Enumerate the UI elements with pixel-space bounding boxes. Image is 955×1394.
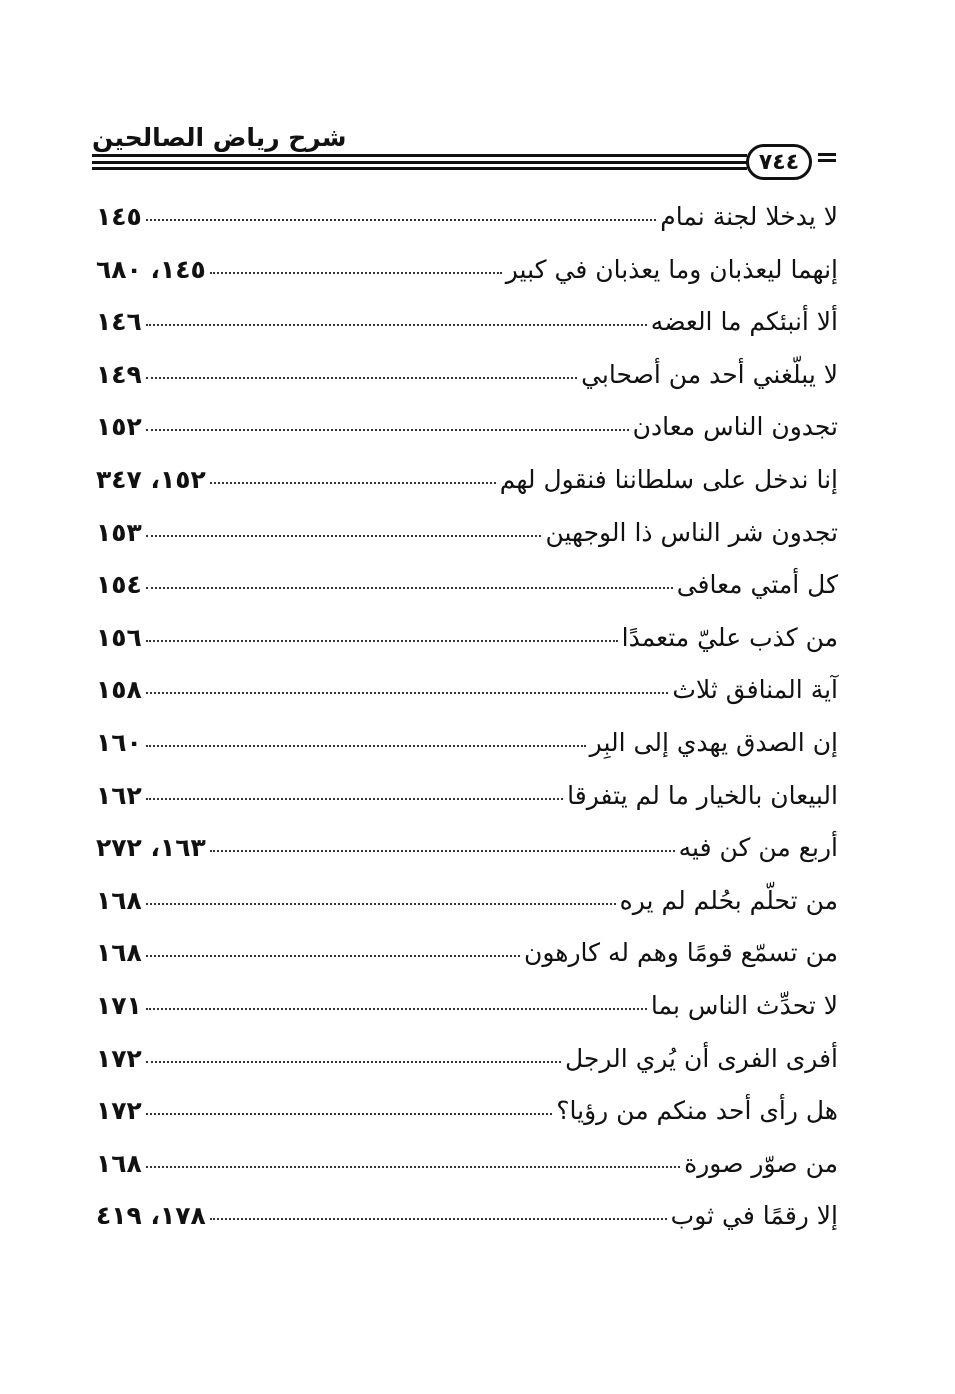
entry-text: من كذب عليّ متعمدًا <box>621 622 838 652</box>
index-entry <box>96 244 838 297</box>
dot-leader <box>146 1166 680 1168</box>
entry-text: إنا ندخل على سلطاننا فنقول لهم <box>499 464 838 494</box>
index-entry <box>96 612 838 665</box>
entry-text: إلا رقمًا في ثوب <box>670 1201 838 1231</box>
index-entry <box>96 559 838 612</box>
entry-text: من تحلّم بحُلم لم يره <box>619 885 838 915</box>
index-entry <box>96 1190 838 1243</box>
entry-page-numbers: ١٥٣ <box>96 517 142 547</box>
entry-page-numbers: ١٧١ <box>96 990 142 1020</box>
entry-text: البيعان بالخيار ما لم يتفرقا <box>567 780 838 810</box>
dot-leader <box>146 587 673 589</box>
entry-text: لا يدخلا لجنة نمام <box>660 202 838 231</box>
entry-text: أربع من كن فيه <box>678 833 838 863</box>
index-entry <box>96 875 838 928</box>
index-entry <box>96 296 838 349</box>
entry-page-numbers: ١٧٨، ٤١٩ <box>96 1201 206 1231</box>
index-entry <box>96 454 838 507</box>
dot-leader <box>146 1113 552 1115</box>
dot-leader <box>146 692 669 694</box>
dot-leader <box>146 798 563 800</box>
book-title: شرح رياض الصالحين <box>92 123 347 152</box>
index-entry <box>96 1085 838 1138</box>
dot-leader <box>146 324 647 326</box>
dot-leader <box>210 850 675 852</box>
entry-text: تجدون شر الناس ذا الوجهين <box>545 517 838 547</box>
entry-page-numbers: ١٦٨ <box>96 885 142 915</box>
dot-leader <box>146 377 577 379</box>
index-entry <box>96 980 838 1033</box>
index-entry <box>96 822 838 875</box>
entry-page-numbers: ١٦٨ <box>96 1148 142 1178</box>
entry-text: من صوّر صورة <box>684 1148 838 1178</box>
entry-page-numbers: ١٥٦ <box>96 622 142 652</box>
entry-text: هل رأى أحد منكم من رؤيا؟ <box>556 1096 838 1126</box>
index-list <box>96 191 838 1243</box>
page-number-badge: ٧٤٤ <box>746 144 812 180</box>
entry-page-numbers: ١٤٦ <box>96 307 142 337</box>
entry-text: لا تحدِّث الناس بما <box>650 990 838 1020</box>
entry-text: كل أمتي معافى <box>676 570 838 600</box>
index-entry <box>96 1033 838 1086</box>
dot-leader <box>146 1061 561 1063</box>
entry-page-numbers: ١٦٢ <box>96 780 142 810</box>
entry-page-numbers: ١٦٠ <box>96 727 142 757</box>
index-entry <box>96 927 838 980</box>
dot-leader <box>146 429 629 431</box>
entry-page-numbers: ١٦٨ <box>96 938 142 968</box>
entry-page-numbers: ١٧٢ <box>96 1096 142 1126</box>
dot-leader <box>210 1218 667 1220</box>
header-rule <box>92 167 747 170</box>
entry-text: آية المنافق ثلاث <box>672 675 838 705</box>
entry-text: إنهما ليعذبان وما يعذبان في كبير <box>505 254 838 284</box>
dot-leader <box>146 535 542 537</box>
entry-text: تجدون الناس معادن <box>632 412 838 442</box>
entry-page-numbers: ١٤٥ <box>96 202 142 231</box>
dot-leader <box>210 272 502 274</box>
entry-text: إن الصدق يهدي إلى البِر <box>589 727 838 757</box>
index-entry <box>96 507 838 560</box>
entry-text: أفرى الفرى أن يُري الرجل <box>565 1043 838 1073</box>
entry-page-numbers: ١٥٢ <box>96 412 142 442</box>
dot-leader <box>146 903 616 905</box>
dot-leader <box>146 1008 647 1010</box>
dot-leader <box>146 219 656 221</box>
entry-page-numbers: ١٧٢ <box>96 1043 142 1073</box>
header-ornament <box>818 153 836 165</box>
index-entry <box>96 770 838 823</box>
index-entry <box>96 191 838 244</box>
entry-page-numbers: ١٤٥، ٦٨٠ <box>96 254 206 284</box>
entry-text: ألا أنبئكم ما العضه <box>650 307 838 337</box>
entry-page-numbers: ١٥٢، ٣٤٧ <box>96 464 206 494</box>
entry-page-numbers: ١٥٨ <box>96 675 142 705</box>
entry-page-numbers: ١٦٣، ٢٧٢ <box>96 833 206 863</box>
dot-leader <box>146 640 618 642</box>
header-rule <box>92 154 747 157</box>
index-entry <box>96 401 838 454</box>
index-entry <box>96 1138 838 1191</box>
dot-leader <box>146 955 520 957</box>
index-entry <box>96 664 838 717</box>
entry-text: لا يبلّغني أحد من أصحابي <box>581 359 838 389</box>
entry-text: من تسمّع قومًا وهم له كارهون <box>523 938 838 968</box>
dot-leader <box>210 482 496 484</box>
entry-page-numbers: ١٥٤ <box>96 570 142 600</box>
index-entry <box>96 349 838 402</box>
index-entry <box>96 717 838 770</box>
header-rule <box>92 161 747 164</box>
entry-page-numbers: ١٤٩ <box>96 359 142 389</box>
dot-leader <box>146 745 586 747</box>
